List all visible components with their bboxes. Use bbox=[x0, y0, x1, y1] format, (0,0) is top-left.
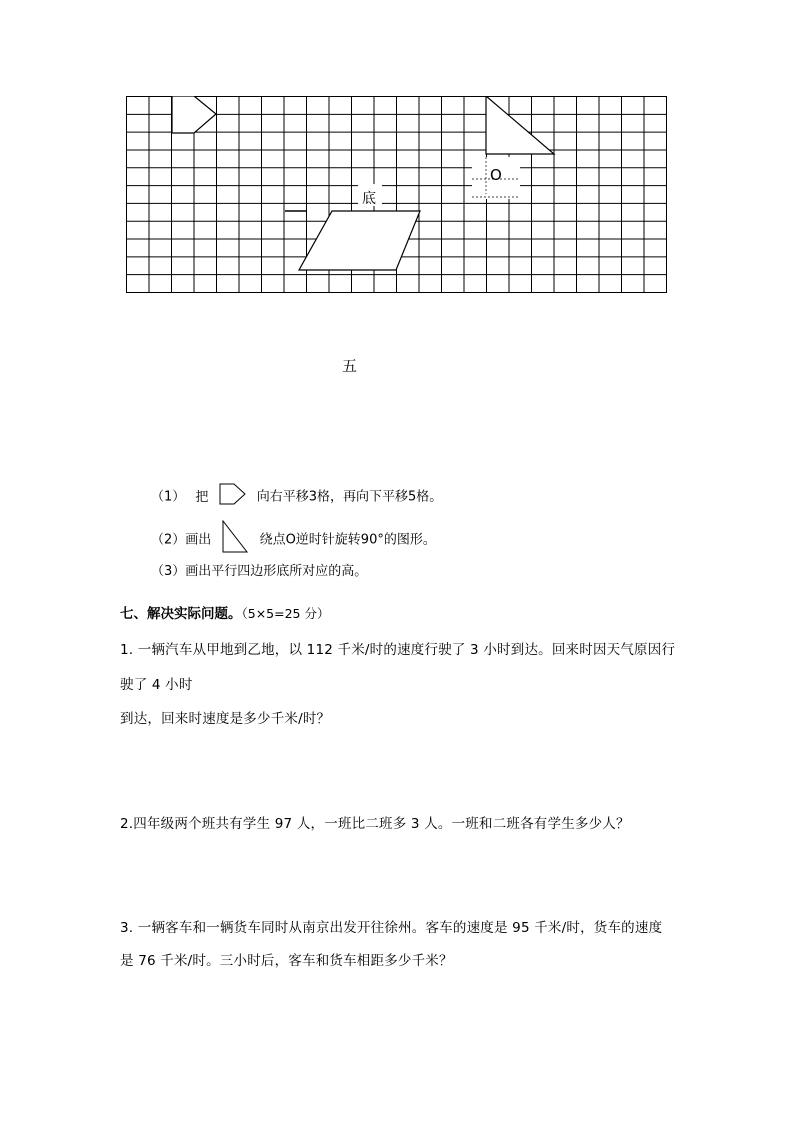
page-marker: 五 bbox=[342, 357, 358, 375]
instruction-3-text: 画出平行四边形底所对应的高。 bbox=[185, 564, 368, 579]
instruction-2-post: 绕点O逆时针旋转90°的图形。 bbox=[259, 532, 436, 548]
instruction-2 bbox=[151, 520, 436, 560]
instruction-3-number: （3） bbox=[151, 564, 186, 579]
instruction-2-pre: 画出 bbox=[185, 532, 212, 548]
instruction-3 bbox=[151, 563, 367, 581]
problem-1-line-1: 1. 一辆汽车从甲地到乙地，以 112 千米/时的速度行驶了 3 小时到达。回来时因天气原因行 bbox=[120, 642, 676, 658]
instruction-1-post: 向右平移3格，再向下平移5格。 bbox=[256, 489, 443, 505]
problem-2-line-1: 2.四年级两个班共有学生 97 人，一班比二班多 3 人。一班和二班各有学生多少人？ bbox=[120, 816, 630, 832]
base-label: 底 bbox=[362, 191, 376, 207]
instruction-2-number: （2） bbox=[151, 532, 186, 548]
right-triangle-icon bbox=[221, 520, 249, 560]
pentagon-arrow-icon bbox=[219, 483, 247, 511]
section-7-heading bbox=[120, 602, 329, 622]
instruction-1-number: （1） bbox=[151, 489, 186, 505]
pentagon-shape bbox=[172, 96, 216, 133]
problem-3-line-2: 是 76 千米/时。三小时后，客车和货车相距多少千米？ bbox=[120, 953, 453, 969]
problem-1-line-3: 到达，回来时速度是多少千米/时？ bbox=[120, 711, 331, 727]
parallelogram-shape bbox=[299, 211, 420, 270]
point-o-label: O bbox=[490, 166, 502, 184]
section-7-score: （5×5=25 分） bbox=[241, 606, 330, 621]
grid-canvas bbox=[126, 96, 667, 293]
problem-3-line-1: 3. 一辆客车和一辆货车同时从南京出发开往徐州。客车的速度是 95 千米/时，货车的速度 bbox=[120, 920, 663, 936]
grid-figure bbox=[126, 96, 667, 293]
section-7-title: 七、解决实际问题。 bbox=[120, 606, 242, 622]
right-triangle-shape bbox=[486, 96, 554, 154]
instruction-1-pre: 把 bbox=[195, 489, 209, 505]
instruction-1 bbox=[151, 483, 442, 511]
problem-1-line-2: 驶了 4 小时 bbox=[120, 677, 193, 693]
